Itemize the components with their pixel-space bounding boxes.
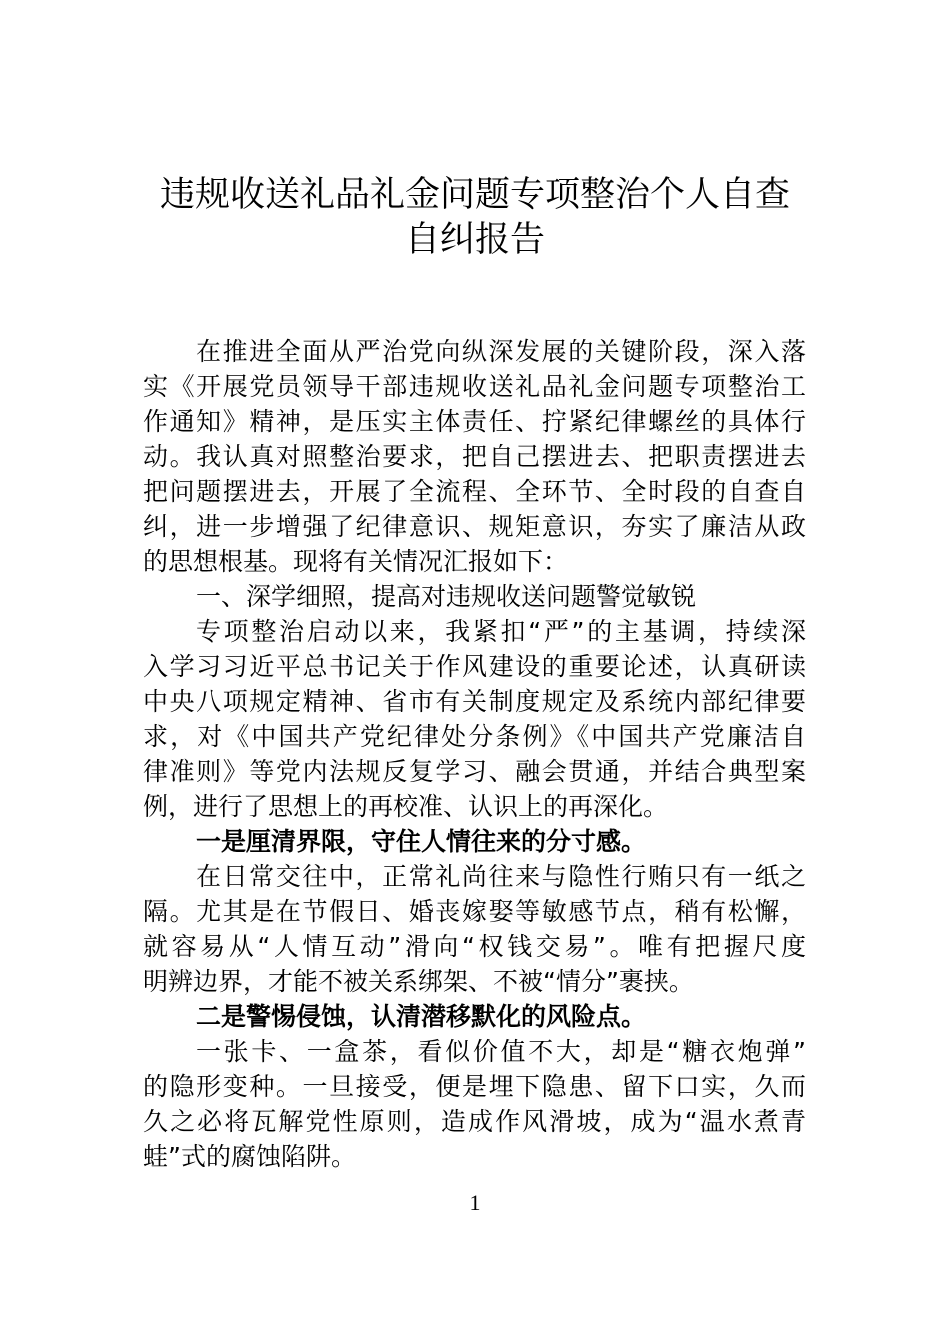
paragraph <box>143 859 806 999</box>
text-line: 二是警惕侵蚀，认清潜移默化的风险点。 <box>196 1002 647 1031</box>
text-line: 蛙”式的腐蚀陷阱。 <box>143 1142 356 1171</box>
text-line: 明辨边界，才能不被关系绑架、不被“情分”裹挟。 <box>143 967 694 996</box>
text-line: 在推进全面从严治党向纵深发展的关键阶段，深入落 <box>196 337 806 366</box>
section-subheading <box>143 999 806 1034</box>
text-line: 作通知》精神，是压实主体责任、拧紧纪律螺丝的具体行 <box>143 407 806 436</box>
text-line: 把问题摆进去，开展了全流程、全环节、全时段的自查自 <box>143 477 806 506</box>
text-line: 一张卡、一盒茶，看似价值不大，却是“糖衣炮弹” <box>196 1037 806 1066</box>
paragraph <box>143 334 806 579</box>
text-line: 隔。尤其是在节假日、婚丧嫁娶等敏感节点，稍有松懈， <box>143 897 806 926</box>
text-line: 久之必将瓦解党性原则，造成作风滑坡，成为“温水煮青 <box>143 1107 806 1136</box>
text-line: 专项整治启动以来，我紧扣“严”的主基调，持续深 <box>196 617 806 646</box>
section-subheading <box>143 824 806 859</box>
text-line: 的隐形变种。一旦接受，便是埋下隐患、留下口实，久而 <box>143 1072 806 1101</box>
text-line: 律准则》等党内法规反复学习、融会贯通，并结合典型案 <box>143 757 806 786</box>
text-line: 实《开展党员领导干部违规收送礼品礼金问题专项整治工 <box>143 372 806 401</box>
text-line: 一是厘清界限，守住人情往来的分寸感。 <box>196 827 647 856</box>
page-number: 1 <box>469 1190 481 1215</box>
text-line: 动。我认真对照整治要求，把自己摆进去、把职责摆进去 <box>143 442 806 471</box>
text-line: 求，对《中国共产党纪律处分条例》《中国共产党廉洁自 <box>143 722 806 751</box>
text-line: 一、深学细照，提高对违规收送问题警觉敏锐 <box>196 582 697 611</box>
text-line: 就容易从“人情互动”滑向“权钱交易”。唯有把握尺度 <box>143 932 806 961</box>
text-line: 纠，进一步增强了纪律意识、规矩意识，夯实了廉洁从政 <box>143 512 806 541</box>
paragraph <box>143 614 806 824</box>
document-title-line-1: 违规收送礼品礼金问题专项整治个人自查 <box>159 175 790 215</box>
document-title-line-2: 自纠报告 <box>404 220 545 260</box>
text-line: 在日常交往中，正常礼尚往来与隐性行贿只有一纸之 <box>196 862 806 891</box>
paragraph <box>143 579 806 614</box>
text-line: 的思想根基。现将有关情况汇报如下： <box>143 547 569 576</box>
paragraph <box>143 1034 806 1174</box>
text-line: 中央八项规定精神、省市有关制度规定及系统内部纪律要 <box>143 687 806 716</box>
text-line: 例，进行了思想上的再校准、认识上的再深化。 <box>143 792 669 821</box>
document-body <box>143 334 806 1174</box>
text-line: 入学习习近平总书记关于作风建设的重要论述，认真研读 <box>143 652 806 681</box>
